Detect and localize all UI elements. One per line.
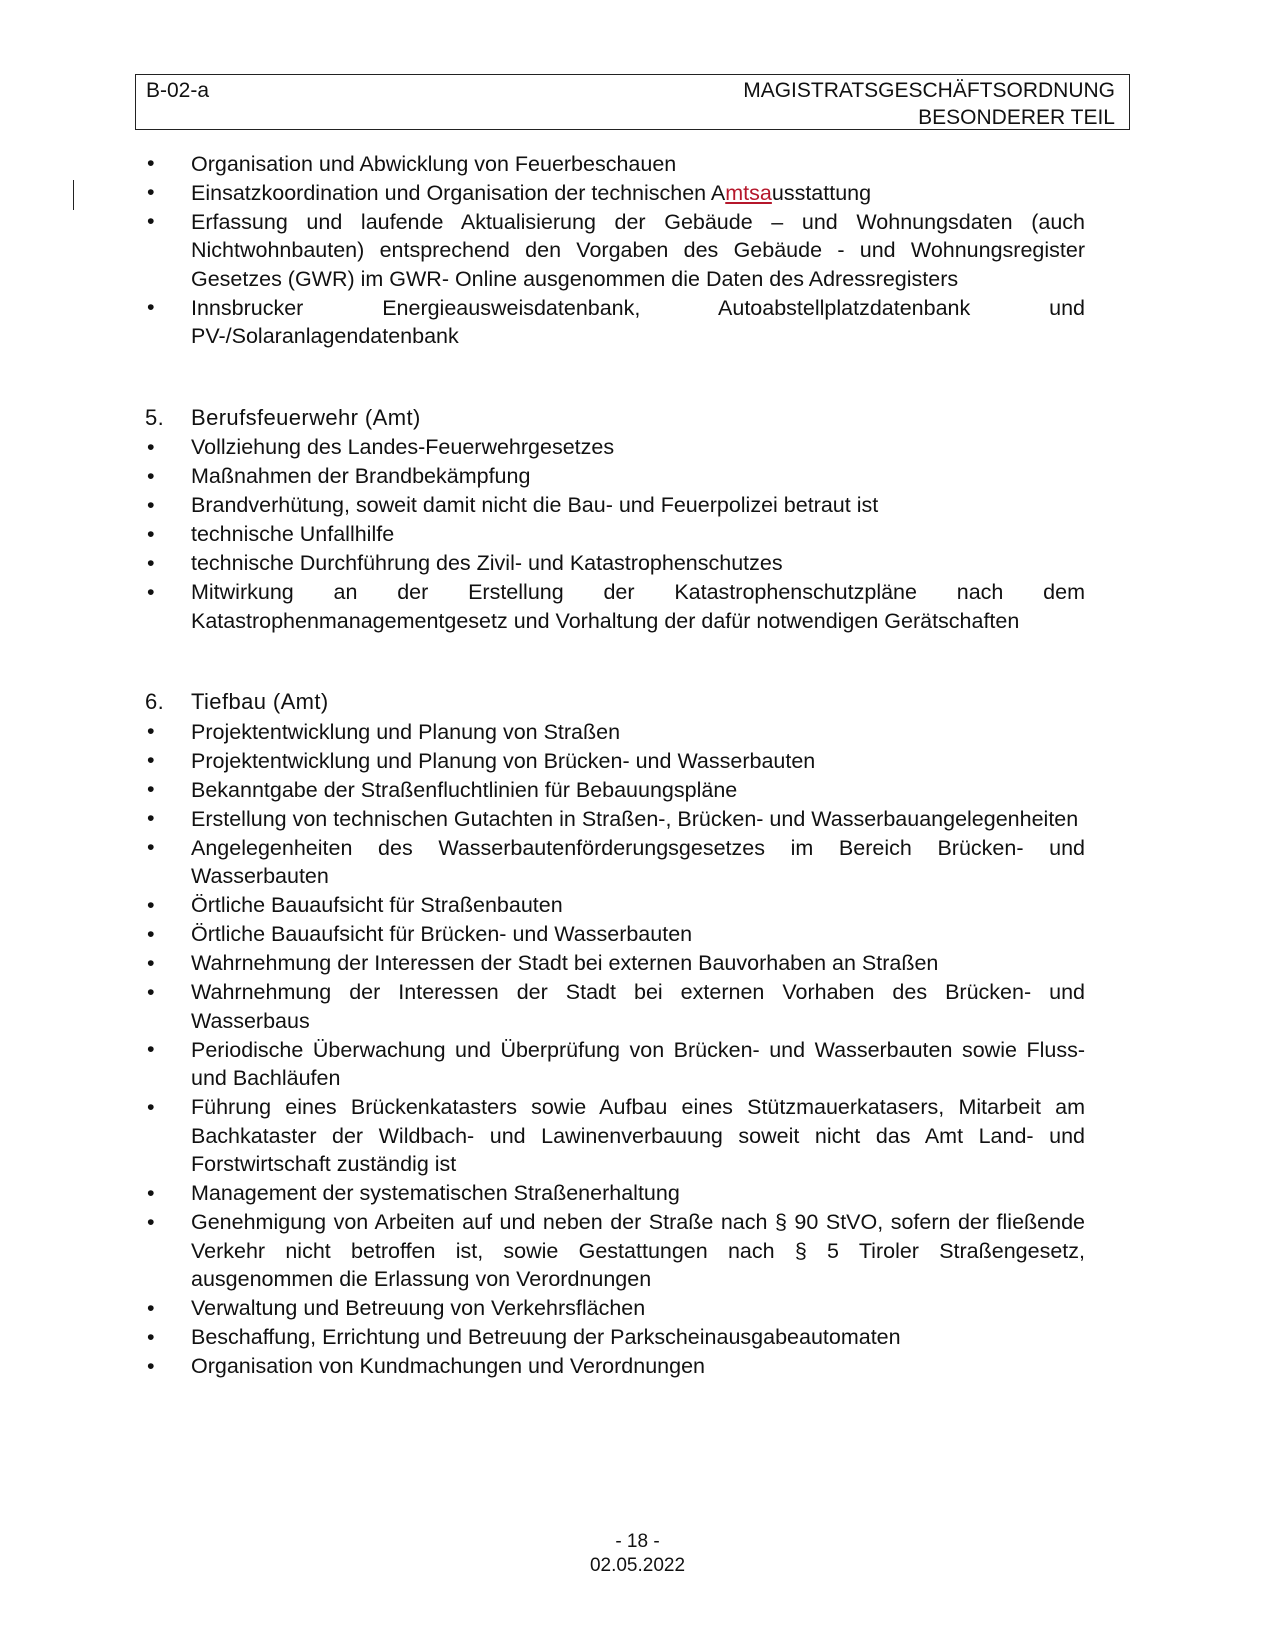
bullet-icon: • <box>147 1180 155 1205</box>
list-item: • technische Unfallhilfe <box>147 521 395 546</box>
list-item: • Führung eines Brückenkatasters sowie Aufbau eines Stützmauerkatasers, Mitarbeit am Bachkataster der Wildbach- und Lawinenverbauung soweit nicht das Amt Land- und Forstwirtschaft zuständig ist <box>147 1094 1085 1176</box>
bullet-icon: • <box>147 1353 155 1378</box>
list-item: • Bekanntgabe der Straßenfluchtlinien für Bebauungspläne <box>147 777 738 802</box>
bullet-icon: • <box>147 1037 155 1061</box>
document-title <box>743 77 1115 131</box>
list-item: • Örtliche Bauaufsicht für Straßenbauten <box>147 892 563 917</box>
bullet-icon: • <box>147 1295 155 1320</box>
section-number: 6. <box>145 689 165 714</box>
bullet-icon: • <box>147 1324 155 1349</box>
revision-bar <box>73 180 74 210</box>
list-item: • Innsbrucker Energieausweisdatenbank, Autoabstellplatzdatenbank und PV-/Solaranlagendatenbank <box>147 295 1085 348</box>
list-item: • Organisation und Abwicklung von Feuerbeschauen <box>147 151 677 176</box>
bullet-icon: • <box>147 777 155 801</box>
bullet-icon: • <box>147 719 155 743</box>
bullet-icon: • <box>147 806 155 830</box>
bullet-icon: • <box>147 748 155 772</box>
bullet-icon: • <box>147 579 155 604</box>
tracked-change: mtsa <box>725 180 772 205</box>
list-item: • Wahrnehmung der Interessen der Stadt bei externen Vorhaben des Brücken- und Wasserbaus <box>147 979 1085 1033</box>
bullet-icon: • <box>147 979 155 1004</box>
page-date: 02.05.2022 <box>589 1555 686 1576</box>
list-item: • Verwaltung und Betreuung von Verkehrsflächen <box>147 1295 646 1320</box>
bullet-icon: • <box>147 835 155 859</box>
bullet-icon: • <box>147 492 155 517</box>
page-header <box>135 74 1130 130</box>
bullet-icon: • <box>147 151 155 175</box>
section-6-heading <box>145 687 1085 717</box>
document-code: B-02-a <box>146 79 210 102</box>
list-item: • Projektentwicklung und Planung von Brücken- und Wasserbauten <box>147 748 816 773</box>
bullet-icon: • <box>147 434 155 459</box>
bullet-icon: • <box>147 463 155 488</box>
bullet-icon: • <box>147 1209 155 1234</box>
list-item: • Genehmigung von Arbeiten auf und neben der Straße nach § 90 StVO, sofern der fließende Verkehr nicht betroffen ist, sowie Gestattungen nach § 5 Tiroler Straßengesetz, ausgenommen die Erlassung von Verordnungen <box>147 1209 1085 1291</box>
bullet-icon: • <box>147 295 155 319</box>
list-item-amended: • Einsatzkoordination und Organisation der technischen Amtsausstattung <box>147 180 872 205</box>
section-title: Tiefbau (Amt) <box>191 689 329 714</box>
list-item: • Mitwirkung an der Erstellung der Katastrophenschutzpläne nach dem Katastrophenmanagementgesetz und Vorhaltung der dafür notwendigen Gerätschaften <box>147 579 1085 633</box>
list-item: • Erstellung von technischen Gutachten in Straßen-, Brücken- und Wasserbauangelegenheiten <box>147 806 1079 831</box>
list-item: • Örtliche Bauaufsicht für Brücken- und Wasserbauten <box>147 921 693 946</box>
list-item: • Organisation von Kundmachungen und Verordnungen <box>147 1353 705 1378</box>
bullet-icon: • <box>147 1094 155 1119</box>
list-item: • Angelegenheiten des Wasserbautenförderungsgesetzes im Bereich Brücken- und Wasserbauten <box>147 835 1085 888</box>
bullet-icon: • <box>147 921 155 946</box>
list-item: • Maßnahmen der Brandbekämpfung <box>147 463 531 488</box>
list-item: • Projektentwicklung und Planung von Straßen <box>147 719 621 744</box>
section-5-list <box>145 433 1085 636</box>
list-item: • Brandverhütung, soweit damit nicht die Bau- und Feuerpolizei betraut ist <box>147 492 879 517</box>
list-item: • Wahrnehmung der Interessen der Stadt bei externen Bauvorhaben an Straßen <box>147 950 939 975</box>
section-number: 5. <box>145 404 165 430</box>
section-5-heading <box>145 403 1085 433</box>
list-item: • Vollziehung des Landes-Feuerwehrgesetzes <box>147 434 615 459</box>
bullet-icon: • <box>147 180 155 204</box>
page-number: - 18 - <box>615 1531 660 1552</box>
list-item: • Beschaffung, Errichtung und Betreuung der Parkscheinausgabeautomaten <box>147 1324 901 1349</box>
page-content <box>145 149 1085 1381</box>
section-title: Berufsfeuerwehr (Amt) <box>191 404 421 430</box>
list-item: • technische Durchführung des Zivil- und Katastrophenschutzes <box>147 550 783 575</box>
list-item: • Erfassung und laufende Aktualisierung der Gebäude – und Wohnungsdaten (auch Nichtwohnbauten) entsprechend den Vorgaben des Gebäude - und Wohnungsregister Gesetzes (GWR) im GWR- Online ausgenommen die Daten des Adressregisters <box>147 209 1085 291</box>
list-item: • Periodische Überwachung und Überprüfung von Brücken- und Wasserbauten sowie Fluss- und Bachläufen <box>147 1037 1085 1090</box>
bullet-icon: • <box>147 892 155 917</box>
list-item: • Management der systematischen Straßenerhaltung <box>147 1180 680 1205</box>
intro-list <box>145 149 1085 351</box>
bullet-icon: • <box>147 550 155 575</box>
section-6-list <box>145 717 1085 1381</box>
title-line-2: BESONDERER TEIL <box>918 106 1115 129</box>
bullet-icon: • <box>147 950 155 975</box>
bullet-icon: • <box>147 209 155 233</box>
bullet-icon: • <box>147 521 155 546</box>
title-line-1: MAGISTRATSGESCHÄFTSORDNUNG <box>743 79 1115 102</box>
